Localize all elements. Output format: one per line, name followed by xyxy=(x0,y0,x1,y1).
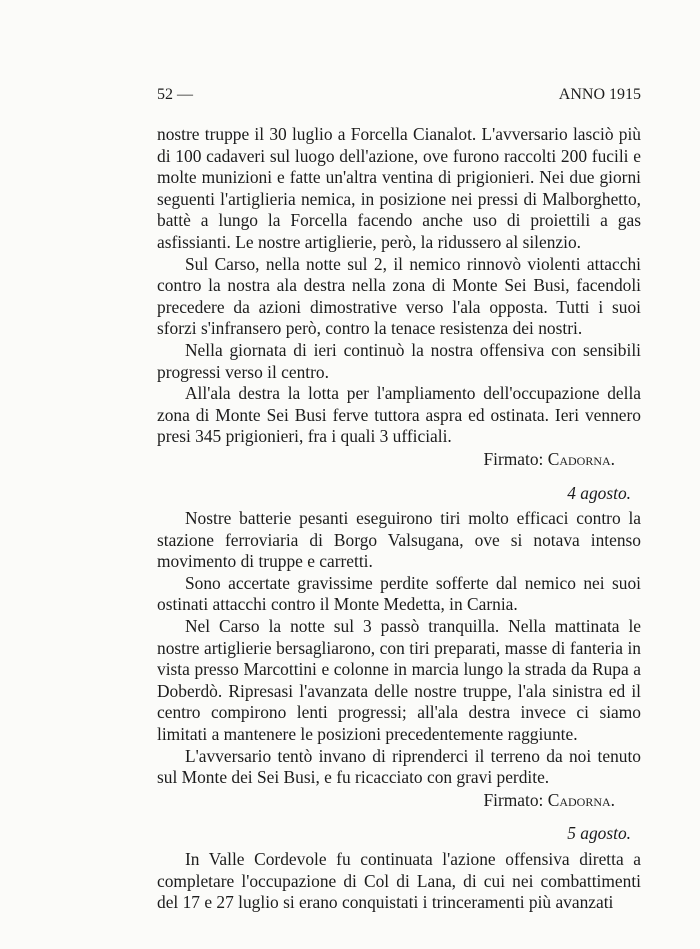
signature-name: Cadorna. xyxy=(547,789,615,810)
page-body xyxy=(157,124,641,914)
signature-label: Firmato: xyxy=(483,789,544,810)
signature-line xyxy=(157,790,615,812)
paragraph: All'ala destra la lotta per l'ampliamento dell'occupazione della zona di Monte Sei Busi ferve tuttora aspra ed ostinata. Ieri vennero presi 345 prigionieri, fra i quali 3 ufficiali. xyxy=(157,383,641,447)
bulletin-date: 5 agosto. xyxy=(567,823,631,844)
signature-name: Cadorna. xyxy=(547,448,615,469)
paragraph: L'avversario tentò invano di riprenderci il terreno da noi tenuto sul Monte dei Sei Busi, e fu ricacciato con gravi perdite. xyxy=(157,745,641,788)
paragraph: Sul Carso, nella notte sul 2, il nemico rinnovò violenti attacchi contro la nostra ala destra nella zona di Monte Sei Busi, facendoli precedere da azioni dimostrative verso l'ala opposta. Tutti i suoi sforzi s'infransero però, contro la tenace resistenza dei nostri. xyxy=(157,253,641,339)
page-number: 52 — xyxy=(157,86,193,103)
bulletin-date: 4 agosto. xyxy=(567,482,631,503)
paragraph: Nella giornata di ieri continuò la nostra offensiva con sensibili progressi verso il centro. xyxy=(157,339,641,382)
running-title: ANNO 1915 xyxy=(558,86,641,103)
paragraph: In Valle Cordevole fu continuata l'azione offensiva diretta a completare l'occupazione di Col di Lana, di cui nei combattimenti del 17 e 27 luglio si erano conquistati i trinceramenti più avanzati xyxy=(157,849,641,913)
paragraph: nostre truppe il 30 luglio a Forcella Cianalot. L'avversario lasciò più di 100 cadaveri sul luogo dell'azione, ove furono raccolti 200 fucili e molte munizioni e fatte un'altra ventina di prigionieri. Nei due giorni seguenti l'artiglieria nemica, in posizione nei pressi di Malborghetto, battè a lungo la Forcella facendo anche uso di proiettili a gas asfissianti. Le nostre artiglierie, però, la ridussero al silenzio. xyxy=(157,124,641,252)
signature-line xyxy=(157,449,615,471)
page-header xyxy=(157,86,641,104)
signature-label: Firmato: xyxy=(483,448,544,469)
paragraph: Nostre batterie pesanti eseguirono tiri molto efficaci contro la stazione ferroviaria di Borgo Valsugana, ove si notava intenso movimento di truppe e carretti. xyxy=(157,508,641,572)
paragraph: Sono accertate gravissime perdite sofferte dal nemico nei suoi ostinati attacchi contro il Monte Medetta, in Carnia. xyxy=(157,572,641,615)
paragraph: Nel Carso la notte sul 3 passò tranquilla. Nella mattinata le nostre artiglierie bersagliarono, con tiri preparati, masse di fanteria in vista presso Marcottini e colonne in marcia lungo la strada da Rupa a Doberdò. Ripresasi l'avanzata delle nostre truppe, l'ala sinistra ed il centro compirono lenti progressi; all'ala destra invece ci siamo limitati a mantenere le posizioni precedentemente raggiunte. xyxy=(157,616,641,745)
